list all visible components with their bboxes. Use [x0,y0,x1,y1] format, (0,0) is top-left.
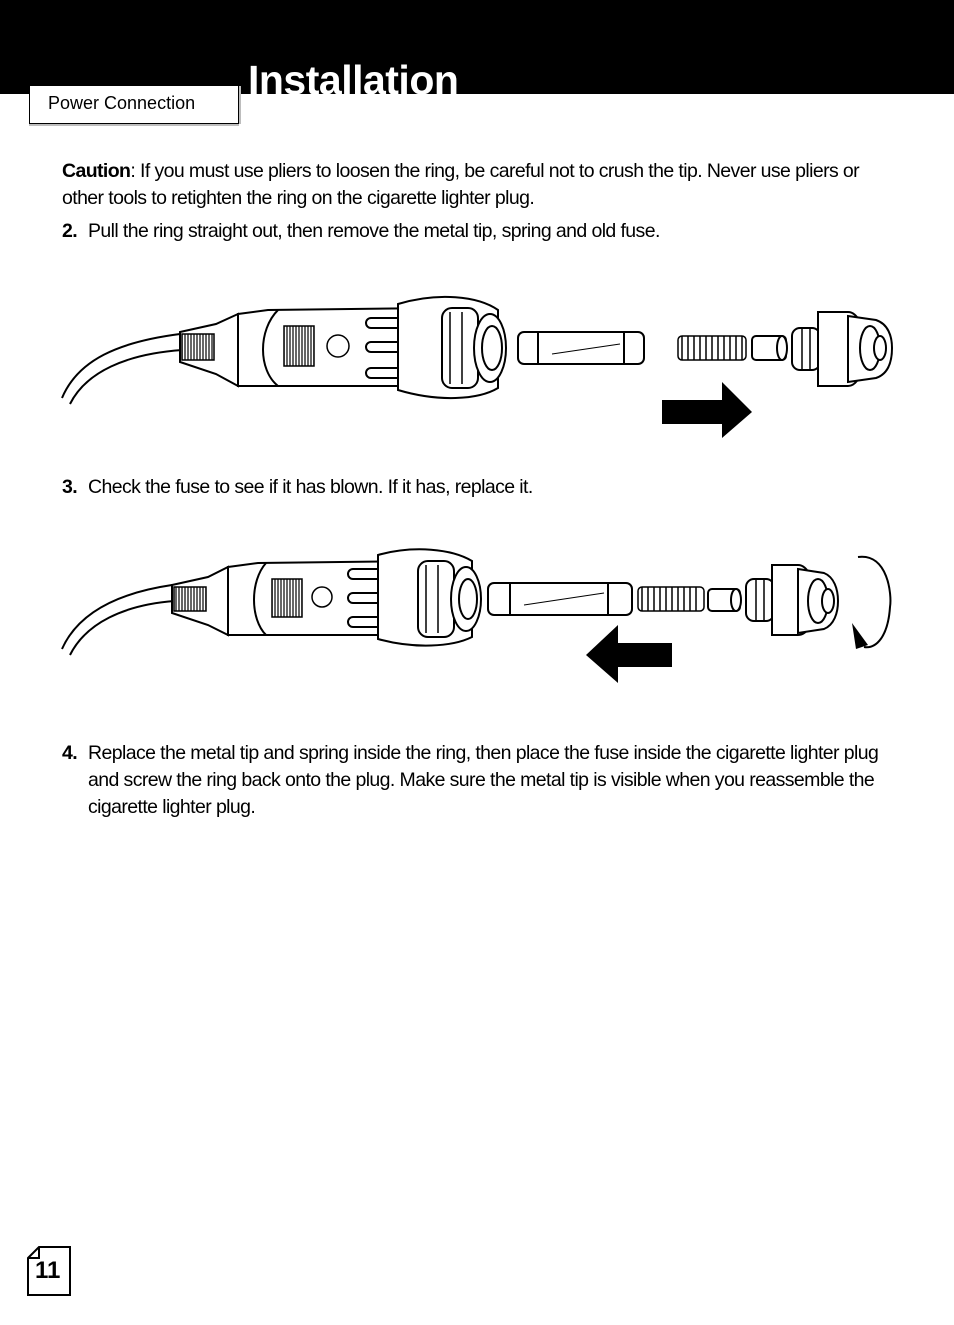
spring [678,336,746,360]
plug-body [172,549,481,645]
step-number: 3. [62,476,78,498]
fuse-disassembly-illustration [58,290,898,450]
step-text: Pull the ring straight out, then remove the metal tip, spring and old fuse. [88,220,660,242]
step-text: Check the fuse to see if it has blown. If it has, replace it. [88,476,533,498]
page-number-box [27,1246,71,1296]
step-text: Replace the metal tip and spring inside the ring, then place the fuse inside the cigarette lighter plug and screw the ring back onto the plug. Make sure the metal tip is visible when you reassemble the cigarette lighter plug. [88,742,879,818]
section-tab-label: Power Connection [48,93,196,113]
caution-label: Caution [62,160,131,182]
plug-body [180,297,506,398]
section-tab [29,86,239,124]
retaining-ring [746,565,838,635]
caution-text: : If you must use pliers to loosen the ring, be careful not to crush the tip. Never use pliers or other tools to retighten the ring on the cigarette lighter plug. [62,160,860,209]
fuse [518,332,644,364]
cable [62,334,182,404]
fuse-reassembly-illustration [58,545,898,690]
step-number: 4. [62,742,78,764]
arrow-right-icon [662,382,752,438]
fuse [488,583,632,615]
rotation-arrow-icon [852,557,890,649]
caution-paragraph [62,158,892,212]
step-number: 2. [62,220,78,242]
metal-tip [752,336,787,360]
page-number: 11 [35,1257,61,1284]
page-title: Installation [248,57,459,94]
retaining-ring [792,312,892,386]
metal-tip [708,589,741,611]
spring [638,587,704,611]
cable [62,585,174,655]
arrow-left-icon [586,625,672,683]
header-bar [0,0,954,94]
